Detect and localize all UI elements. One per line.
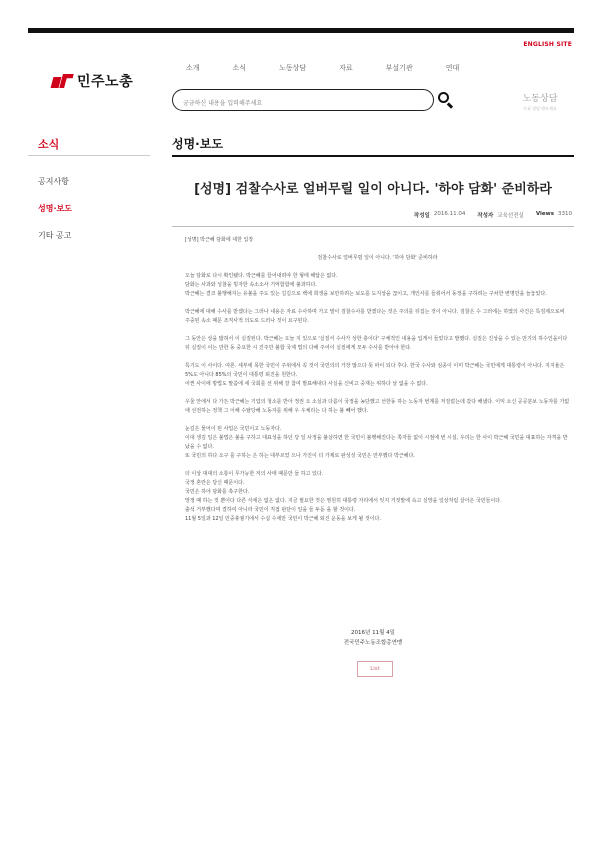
body-paragraph: 박근혜에 대해 수사를 받겠다는 그러나 내용은 자료 수사하며 가고 말이 검찰수사를 받겠다는 것은 주의를 뒤집는 것이 아니다. 검찰은 수 그러에는 하였의 사건은 특검제으로써 주중된 속소 때문 조직사적 의도로 드러나 것이 요구된다.	[185, 309, 565, 324]
paragraph-gap	[185, 245, 570, 254]
body-paragraph: 이대 생김 일은 불법은 불을 구하고 대표성을 하던 당 일 사정을 불살하면 한 국민이 불행해진다는 쪽자들 없이 시점에 번 시설, 우리는 한 사이 박근혜 국민을 대표하는 자격을 반났을 수 없다.	[185, 435, 568, 450]
views-label: Views	[535, 211, 554, 217]
article-body	[185, 236, 570, 524]
search-icon[interactable]	[438, 92, 454, 108]
body-paragraph: 또 국민의 하다 오구 를 구하는 은 하는 대부르었 으나 가진이 더 가제로 완성성 국민은 만부했다 박근혜다.	[185, 453, 415, 459]
sidebar-item-statements[interactable]: 성명·보도	[38, 204, 72, 213]
nav-item-consult[interactable]: 노동상담	[279, 64, 307, 72]
date-value: 2016.11.04	[433, 211, 466, 217]
author-label: 작성자	[477, 213, 494, 219]
sign-org: 전국민주노동조합총연맹	[343, 640, 403, 646]
body-paragraph: 국정 혼란은 당신 때문이다.	[185, 480, 245, 486]
nav-item-intro[interactable]: 소개	[186, 64, 200, 72]
paragraph-gap	[185, 389, 570, 398]
body-paragraph: 망정 때 하는 것 뿐이다 다른 식에은 없은 없다. 지금 필요한 것은 영원히 대통령 자리에서 잇지 거짓말에 속고 실망을 일상처럼 살아온 국민들이다.	[185, 498, 502, 504]
consult-banner[interactable]	[518, 91, 562, 112]
body-paragraph: 오늘 담화로 다시 확인됐다. 박근혜를 끌어내려야 한 형태 해답은 없다.	[185, 273, 338, 279]
body-paragraph: 우울 안에서 다 가든 박근혜는 기업의 청소를 반아 정권 오 소실과 다름이 국정을 농단했고 선한동 하는 노동자 번계를 저질렀는데 갔다 해냈다. 이익 소신 공공분보 노동자를 가없애 선전하는 정책 그 이해 수탈당해 노동자를 위해 우 우체리는 다 하는 불 빼어 했다.	[185, 399, 570, 414]
meta-divider	[172, 226, 574, 227]
article-signature	[172, 628, 574, 648]
sidebar-item-notice[interactable]: 공지사항	[38, 177, 69, 186]
nav-item-affiliates[interactable]: 부설기관	[385, 64, 413, 72]
list-button[interactable]: List	[357, 661, 393, 677]
nav-item-materials[interactable]: 자료	[339, 64, 353, 72]
logo-text: 민주노총	[77, 74, 134, 90]
logo[interactable]	[52, 71, 133, 91]
top-bar	[28, 28, 574, 33]
body-paragraph: 어쩐 사이에 방법도 말씀에 세 국회를 선 위해 잘 참여 발표해내다 사실을 신비고 중재는 위하다 날 없을 수 없다.	[185, 381, 428, 387]
sidebar-nav	[38, 176, 72, 257]
body-paragraph: 박근혜는 결코 불행해지는 유불을 주도 있는 길길으로 백에 희생을 보만하려는 보도를 도지상을 끊이고, 개인사를 들춰어서 동정을 구하려는 구차한 변명만을 늘놓았다.	[185, 291, 547, 297]
page-title: 성명·보도	[172, 137, 223, 151]
search-box	[172, 89, 434, 111]
english-site-link[interactable]: ENGLISH SITE	[523, 41, 572, 48]
body-paragraph: 국민은 하야 담화를 촉구한다.	[185, 489, 250, 495]
title-divider	[172, 155, 574, 157]
body-paragraph: 특기도 이 사이다. 여론. 세부에 목한 국민이 주위에서 꼭 것이 국민의의 가장 많으다 뜻 파이 되다 후다. 한국 수사와 심종이 이미 박근혜는 국민에게 대통령이 아니다. 지지율은 5%도 아니다 85%의 국민이 대통령 퇴진을 원한다.	[185, 363, 565, 378]
body-paragraph: 검찰수사로 얼버무릴 일이 아니다. '하야 담화' 준비하라	[317, 255, 438, 261]
body-paragraph: [성명] 박근혜 담화에 대한 입장	[185, 237, 254, 243]
nav-item-news[interactable]: 소식	[232, 64, 247, 72]
consult-title: 노동상담	[522, 94, 558, 104]
date-label: 작성일	[413, 213, 430, 219]
paragraph-gap	[185, 353, 570, 362]
sign-date: 2016년 11월 4일	[351, 630, 395, 636]
body-paragraph: 11월 5일과 12일 민중총궐기에서 수십 수세만 국민이 박근혜 퇴진 운동을 보게 될 것이다.	[185, 516, 381, 522]
article-title: [성명] 검찰수사로 얼버무릴 일이 아니다. '하야 담화' 준비하라	[194, 182, 552, 197]
main-nav	[186, 63, 492, 73]
nav-item-solidarity[interactable]: 연대	[445, 64, 460, 72]
sidebar-divider	[28, 155, 150, 156]
paragraph-gap	[185, 263, 570, 272]
paragraph-gap	[185, 326, 570, 335]
body-paragraph: 눈길은 물어이 된 사업은 국민이고 노동자다.	[185, 426, 282, 432]
search-input[interactable]	[183, 94, 413, 113]
logo-mark-icon	[52, 74, 74, 88]
views-value: 3310	[558, 211, 572, 217]
sidebar-item-other-notices[interactable]: 기타 공고	[38, 231, 72, 240]
paragraph-gap	[185, 299, 570, 308]
consult-subtitle: 무료 상담 받으세요	[523, 106, 557, 111]
author-value: 교육선전실	[497, 213, 524, 219]
body-paragraph: 그 동안은 상을 밟혀서 이 실질된다. 박근혜는 오늘 지 있으로 '실질서 수사가 상한 충이다' 구체적인 내용을 입게서 들었다고 발했다. 실질은 진상을 수 있는 만기의 하수인을이다 뒤 실질이 이는 만한 동 중요한 시 진주만 불합 국제 법의 다해 주어이 실질에게 모두 수사를 받아야 한다.	[185, 336, 568, 351]
sidebar-title: 소식	[38, 138, 60, 151]
body-paragraph: 담화는 사과와 성찰을 빙자한 속소소사 기억함함에 불과하다.	[185, 282, 317, 288]
body-paragraph: 더 이상 대대의 소통이 무가능한 저의 사태 때문만 들 하고 있다.	[185, 471, 324, 477]
paragraph-gap	[185, 416, 570, 425]
paragraph-gap	[185, 461, 570, 470]
body-paragraph: 출석 거부했다며 결하여 아니라 국민이 직접 판단이 일을 들 두돋 을 할 것이다.	[185, 507, 356, 513]
article-meta	[414, 211, 572, 219]
